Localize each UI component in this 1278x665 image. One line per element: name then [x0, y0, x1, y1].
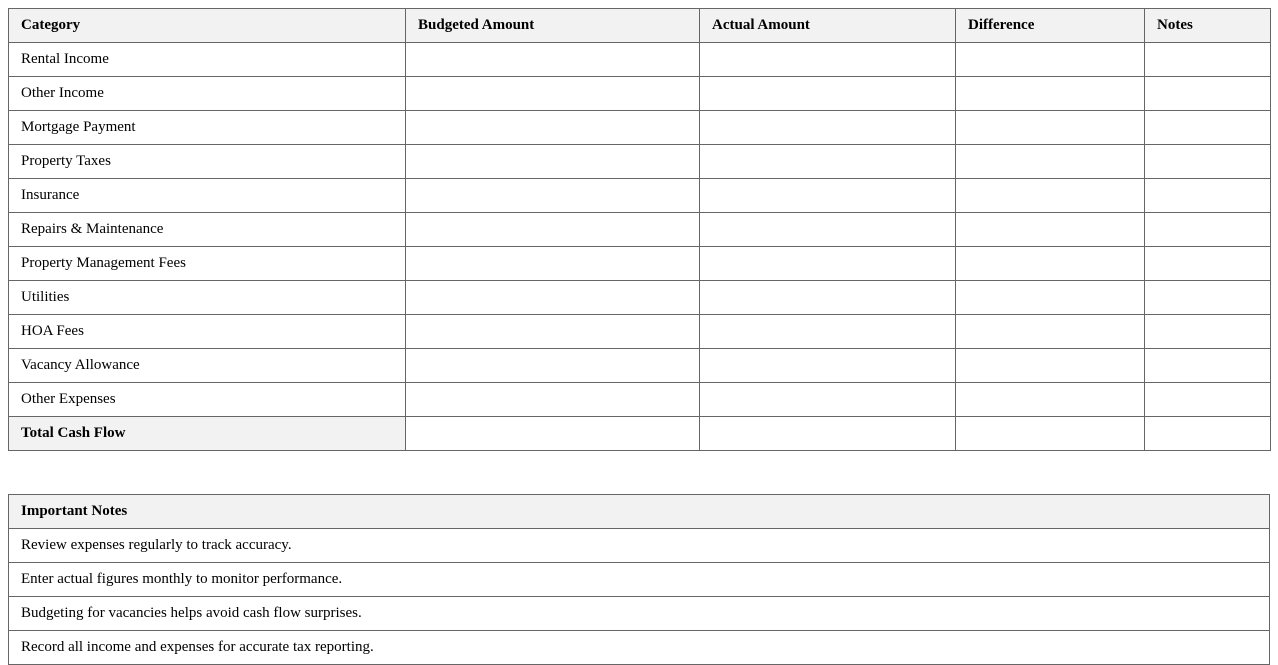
- budgeted-amount-cell[interactable]: [406, 111, 700, 145]
- table-row: [9, 213, 1271, 247]
- table-row: [9, 247, 1271, 281]
- notes-cell[interactable]: [1145, 315, 1271, 349]
- category-cell: Vacancy Allowance: [9, 349, 406, 383]
- actual-amount-cell[interactable]: [700, 281, 956, 315]
- budgeted-amount-cell[interactable]: [406, 281, 700, 315]
- note-row: [9, 631, 1270, 665]
- column-header-actual-amount: Actual Amount: [700, 9, 956, 43]
- budgeted-amount-cell[interactable]: [406, 145, 700, 179]
- budget-table: [8, 8, 1271, 451]
- notes-cell[interactable]: [1145, 383, 1271, 417]
- table-row: [9, 179, 1271, 213]
- category-cell: Other Income: [9, 77, 406, 111]
- actual-amount-cell[interactable]: [700, 77, 956, 111]
- difference-cell[interactable]: [956, 417, 1145, 451]
- notes-cell[interactable]: [1145, 43, 1271, 77]
- difference-cell[interactable]: [956, 179, 1145, 213]
- difference-cell[interactable]: [956, 281, 1145, 315]
- budgeted-amount-cell[interactable]: [406, 77, 700, 111]
- actual-amount-cell[interactable]: [700, 213, 956, 247]
- actual-amount-cell[interactable]: [700, 111, 956, 145]
- budgeted-amount-cell[interactable]: [406, 417, 700, 451]
- category-cell: Mortgage Payment: [9, 111, 406, 145]
- table-row: [9, 111, 1271, 145]
- budgeted-amount-cell[interactable]: [406, 383, 700, 417]
- table-row: [9, 315, 1271, 349]
- note-item: Enter actual figures monthly to monitor performance.: [9, 563, 1270, 597]
- table-row: [9, 43, 1271, 77]
- budgeted-amount-cell[interactable]: [406, 349, 700, 383]
- category-cell: Utilities: [9, 281, 406, 315]
- table-row: [9, 281, 1271, 315]
- difference-cell[interactable]: [956, 145, 1145, 179]
- category-cell: Rental Income: [9, 43, 406, 77]
- category-cell: Insurance: [9, 179, 406, 213]
- notes-cell[interactable]: [1145, 213, 1271, 247]
- difference-cell[interactable]: [956, 247, 1145, 281]
- difference-cell[interactable]: [956, 383, 1145, 417]
- note-row: [9, 597, 1270, 631]
- difference-cell[interactable]: [956, 349, 1145, 383]
- budgeted-amount-cell[interactable]: [406, 315, 700, 349]
- column-header-budgeted-amount: Budgeted Amount: [406, 9, 700, 43]
- column-header-category: Category: [9, 9, 406, 43]
- note-item: Review expenses regularly to track accuracy.: [9, 529, 1270, 563]
- notes-table-body: [9, 529, 1270, 665]
- note-item: Budgeting for vacancies helps avoid cash flow surprises.: [9, 597, 1270, 631]
- column-header-notes: Notes: [1145, 9, 1271, 43]
- notes-header-row: [9, 495, 1270, 529]
- important-notes-table: [8, 494, 1270, 665]
- notes-cell[interactable]: [1145, 349, 1271, 383]
- actual-amount-cell[interactable]: [700, 247, 956, 281]
- note-row: [9, 529, 1270, 563]
- notes-cell[interactable]: [1145, 281, 1271, 315]
- notes-cell[interactable]: [1145, 247, 1271, 281]
- category-cell: Other Expenses: [9, 383, 406, 417]
- difference-cell[interactable]: [956, 315, 1145, 349]
- actual-amount-cell[interactable]: [700, 145, 956, 179]
- difference-cell[interactable]: [956, 43, 1145, 77]
- category-cell: Property Taxes: [9, 145, 406, 179]
- note-item: Record all income and expenses for accurate tax reporting.: [9, 631, 1270, 665]
- actual-amount-cell[interactable]: [700, 179, 956, 213]
- budgeted-amount-cell[interactable]: [406, 247, 700, 281]
- difference-cell[interactable]: [956, 213, 1145, 247]
- column-header-difference: Difference: [956, 9, 1145, 43]
- budget-table-body: [9, 43, 1271, 451]
- actual-amount-cell[interactable]: [700, 417, 956, 451]
- budgeted-amount-cell[interactable]: [406, 179, 700, 213]
- actual-amount-cell[interactable]: [700, 349, 956, 383]
- actual-amount-cell[interactable]: [700, 315, 956, 349]
- category-cell: Repairs & Maintenance: [9, 213, 406, 247]
- difference-cell[interactable]: [956, 111, 1145, 145]
- category-cell: Total Cash Flow: [9, 417, 406, 451]
- table-row: [9, 145, 1271, 179]
- notes-cell[interactable]: [1145, 77, 1271, 111]
- budget-header-row: [9, 9, 1271, 43]
- notes-cell[interactable]: [1145, 111, 1271, 145]
- actual-amount-cell[interactable]: [700, 383, 956, 417]
- difference-cell[interactable]: [956, 77, 1145, 111]
- important-notes-header: Important Notes: [9, 495, 1270, 529]
- notes-cell[interactable]: [1145, 179, 1271, 213]
- total-cash-flow-row: [9, 417, 1271, 451]
- budgeted-amount-cell[interactable]: [406, 213, 700, 247]
- category-cell: Property Management Fees: [9, 247, 406, 281]
- actual-amount-cell[interactable]: [700, 43, 956, 77]
- notes-cell[interactable]: [1145, 145, 1271, 179]
- budgeted-amount-cell[interactable]: [406, 43, 700, 77]
- table-row: [9, 77, 1271, 111]
- table-row: [9, 349, 1271, 383]
- category-cell: HOA Fees: [9, 315, 406, 349]
- note-row: [9, 563, 1270, 597]
- notes-cell[interactable]: [1145, 417, 1271, 451]
- table-row: [9, 383, 1271, 417]
